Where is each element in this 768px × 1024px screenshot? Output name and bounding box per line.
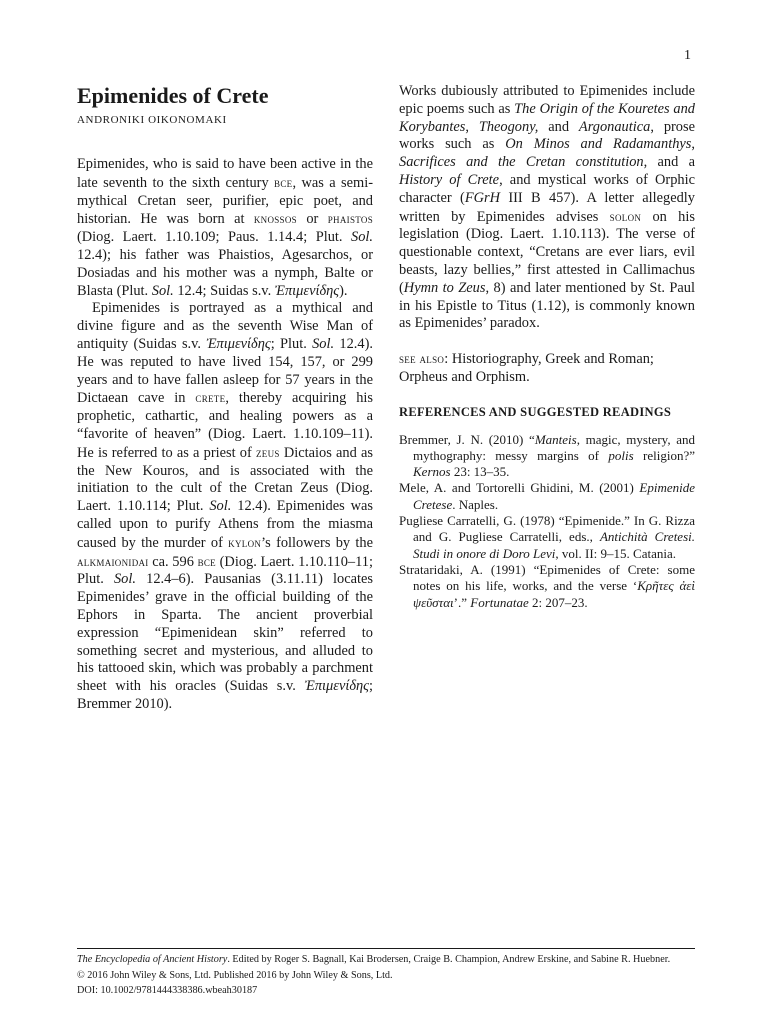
footer-doi: DOI: 10.1002/9781444338386.wbeah30187 — [77, 985, 258, 996]
see-also — [399, 350, 695, 387]
cross-reference: solon — [609, 208, 642, 224]
era-mark: bce — [274, 174, 293, 190]
cross-reference: knossos — [253, 211, 297, 227]
cross-reference: alkmaionidai — [77, 553, 149, 569]
references-heading: REFERENCES AND SUGGESTED READINGS — [399, 404, 672, 419]
body-paragraph-3: Works dubiously attributed to Epimenides include epic poems such as The Origin of the Kouretes and Korybantes, Theogony, and Argonautica, prose works such as On Minos and Radamanthys, Sacrifices and the Cretan constitution, and a History of Crete, and mystical works of Orphic character (FGrH III B 457). A letter allegedly written by Epimenides advises solon on his legislation (Diog. Laert. 1.10.113). The verse of questionable context, “Cretans are ever liars, evil beasts, lazy bellies,” first attested in Callimachus (Hymn to Zeus, 8) and later mentioned by St. Paul in his Epistle to Titus (1.12), is commonly known as Epimenides’ paradox. — [399, 83, 696, 332]
reference-list — [399, 432, 695, 611]
body-paragraph-1: Epimenides, who is said to have been active in the late seventh to the sixth century bce, was a semi-mythical Cretan seer, purifier, epic poet, and historian. He was born at knossos or phaistos (Diog. Laert. 1.10.109; Paus. 1.14.4; Plut. Sol. 12.4); his father was Phaistios, Agesarchos, or Dosiadas and his mother was a nymph, Balte or Blasta (Plut. Sol. 12.4; Suidas s.v. Ἐπιμενίδης). — [77, 156, 373, 299]
reference-item: Strataridaki, A. (1991) “Epimenides of Crete: some notes on his life, works, and the verse ‘Κρῆτες ἀεὶ ψεῦσται’.” Fortunatae 2: 207–23. — [399, 561, 696, 610]
footer-publication-line: The Encyclopedia of Ancient History. Edited by Roger S. Bagnall, Kai Brodersen, Craige B. Champion, Andrew Erskine, and Sabine R. Huebner. — [77, 954, 671, 965]
article-author: ANDRONIKI OIKONOMAKI — [77, 114, 227, 126]
era-mark: bce — [197, 553, 216, 569]
body-paragraph-2: Epimenides is portrayed as a mythical and divine figure and as the seventh Wise Man of antiquity (Suidas s.v. Ἐπιμενίδης; Plut. Sol. 12.4). He was reputed to have lived 154, 157, or 299 years and to have fallen asleep for 57 years in the Dictaean cave in crete, thereby acquiring his prophetic, cathartic, and healing powers as a “favorite of heaven” (Diog. Laert. 1.10.109–11). He is referred to as a priest of zeus Dictaios and as the New Kouros, and is associated with the initiation to the cult of the Cretan Zeus (Diog. Laert. 1.10.114; Plut. Sol. 12.4). Epimenides was called upon to purify Athens from the miasma caused by the murder of kylon’s followers by the alkmaionidai ca. 596 bce (Diog. Laert. 1.10.110–11; Plut. Sol. 12.4–6). Pausanias (3.11.11) locates Epimenides’ grave in the official building of the Ephors in Sparta. The ancient proverbial expression “Epimenidean skin” referred to something secret and mysterious, and alluded to his tattooed skin, which was probably a parchment sheet with his oracles (Suidas s.v. Ἐπιμενίδης; Bremmer 2010). — [77, 300, 374, 712]
cross-reference: kylon — [228, 534, 262, 550]
article-title: Epimenides of Crete — [77, 83, 269, 108]
left-column — [77, 83, 373, 714]
right-column — [399, 83, 695, 611]
page-footer — [77, 948, 695, 999]
see-also-text: : Historiography, Greek and Roman; Orpheus and Orphism. — [399, 351, 654, 385]
footer-copyright: © 2016 John Wiley & Sons, Ltd. Published 2016 by John Wiley & Sons, Ltd. — [77, 969, 393, 981]
see-also-label: see also — [399, 351, 445, 367]
cross-reference: zeus — [256, 444, 280, 460]
page-number: 1 — [684, 48, 691, 63]
cross-reference: crete — [195, 390, 226, 406]
reference-item: Mele, A. and Tortorelli Ghidini, M. (2001) Epimenide Cretese. Naples. — [399, 480, 695, 512]
reference-item: Bremmer, J. N. (2010) “Manteis, magic, mystery, and mythography: messy margins of polis religion?” Kernos 23: 13–35. — [399, 431, 696, 480]
reference-item: Pugliese Carratelli, G. (1978) “Epimenide.” In G. Rizza and G. Pugliese Carratelli, eds., Antichità Cretesi. Studi in onore di Doro Levi, vol. II: 9–15. Catania. — [399, 513, 695, 561]
cross-reference: phaistos — [327, 211, 373, 227]
